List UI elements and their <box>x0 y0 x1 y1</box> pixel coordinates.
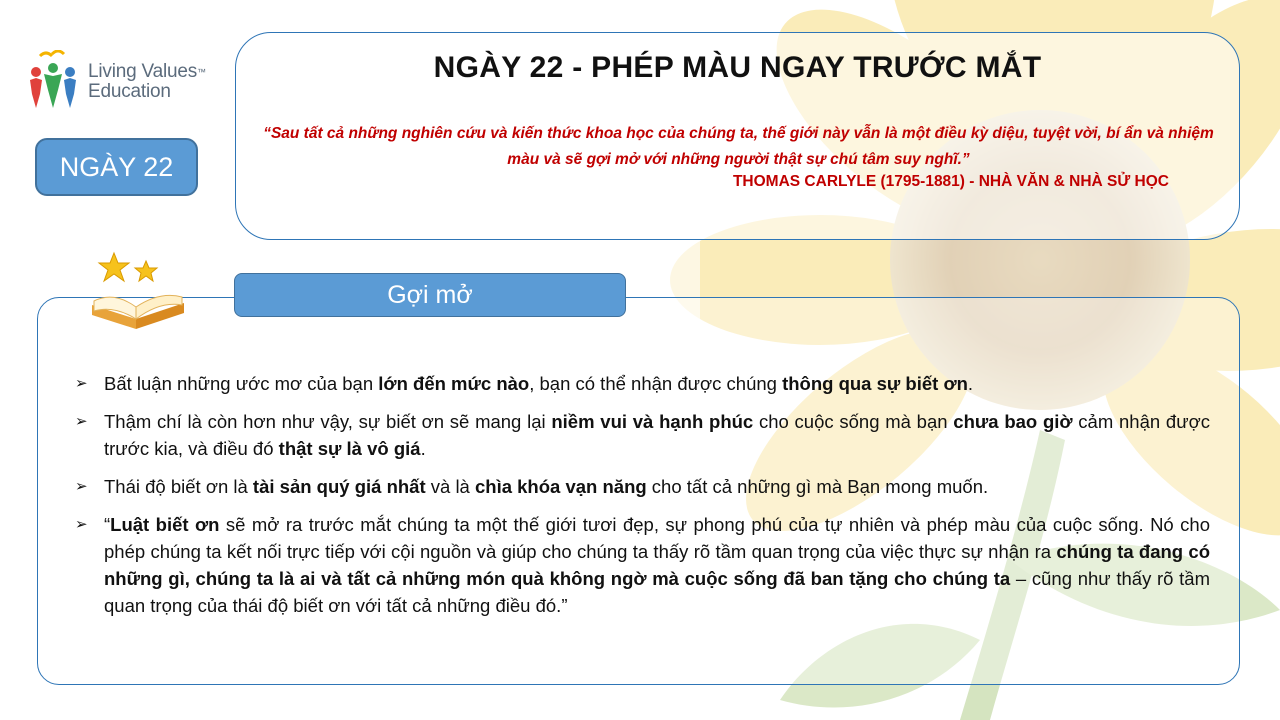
bullet-emphasis: chìa khóa vạn năng <box>474 476 647 497</box>
header-box <box>235 32 1240 240</box>
bullet-item <box>75 408 1210 462</box>
bullet-text: cảm nhận được trước kia, và điều đó <box>104 411 1210 459</box>
bullet-text: cho cuộc sống mà bạn <box>753 411 954 432</box>
day-badge: NGÀY 22 <box>35 138 198 196</box>
bullet-text: “ <box>104 514 111 535</box>
bullet-list <box>75 370 1210 630</box>
bullet-item <box>75 473 1210 500</box>
bullet-text: . <box>420 438 426 459</box>
bullet-text: . <box>967 373 974 394</box>
bullet-text: Thái độ biết ơn là <box>104 476 253 497</box>
bullet-emphasis: lớn đến mức nào <box>378 373 530 394</box>
bullet-emphasis: chưa bao giờ <box>953 411 1073 432</box>
bullet-text: cho tất cả những gì mà Bạn mong muốn. <box>646 476 989 497</box>
arrow-bullet-icon: ➢ <box>75 375 88 392</box>
bullet-text: Bất luận những ước mơ của bạn <box>104 373 379 394</box>
bullet-text: , bạn có thể nhận được chúng <box>529 373 783 394</box>
living-values-logo-icon <box>22 50 84 112</box>
arrow-bullet-icon: ➢ <box>75 516 88 533</box>
section-tab-goi-mo: Gợi mở <box>234 273 626 317</box>
bullet-item <box>75 370 1210 397</box>
bullet-emphasis: chúng ta đang có những gì, chúng ta là ai và tất cả những món quà không ngờ mà cuộc sống đã ban tặng cho chúng ta <box>104 541 1211 589</box>
bullet-emphasis: Luật biết ơn <box>110 514 220 535</box>
page-title: NGÀY 22 - PHÉP MÀU NGAY TRƯỚC MẮT <box>433 51 1042 84</box>
arrow-bullet-icon: ➢ <box>75 413 88 430</box>
bullet-text: sẽ mở ra trước mắt chúng ta một thế giới tươi đẹp, sự phong phú của tự nhiên và phép màu của cuộc sống. Nó cho phép chúng ta kết nối trực tiếp với cội nguồn và giúp cho chúng ta thấy rõ tầm quan trọng của việc thực sự nhận ra <box>104 514 1210 562</box>
bullet-text: Thậm chí là còn hơn như vậy, sự biết ơn sẽ mang lại <box>104 411 552 432</box>
arrow-bullet-icon: ➢ <box>75 478 88 495</box>
quote-text: “Sau tất cả những nghiên cứu và kiến thức khoa học của chúng ta, thế giới này vẫn là một điều kỳ diệu, tuyệt vời, bí ẩn và nhiệm màu và sẽ gợi mở với những người thật sự chú tâm suy nghĩ.” <box>263 125 1214 168</box>
bullet-emphasis: tài sản quý giá nhất <box>252 476 426 497</box>
bullet-emphasis: thông qua sự biết ơn <box>782 373 968 394</box>
bullet-item <box>75 511 1210 619</box>
bullet-emphasis: thật sự là vô giá <box>278 438 421 459</box>
logo-text: Living Values™ Education <box>88 61 206 102</box>
bullet-text: và là <box>425 476 475 497</box>
book-stars-icon <box>84 245 194 335</box>
bullet-emphasis: niềm vui và hạnh phúc <box>551 411 754 432</box>
living-values-logo <box>22 50 222 120</box>
quote-author: THOMAS CARLYLE (1795-1881) - NHÀ VĂN & NHÀ SỬ HỌC <box>732 173 1169 190</box>
bullet-text: – cũng như thấy rõ tầm quan trọng của thái độ biết ơn với tất cả những điều đó.” <box>104 568 1210 616</box>
